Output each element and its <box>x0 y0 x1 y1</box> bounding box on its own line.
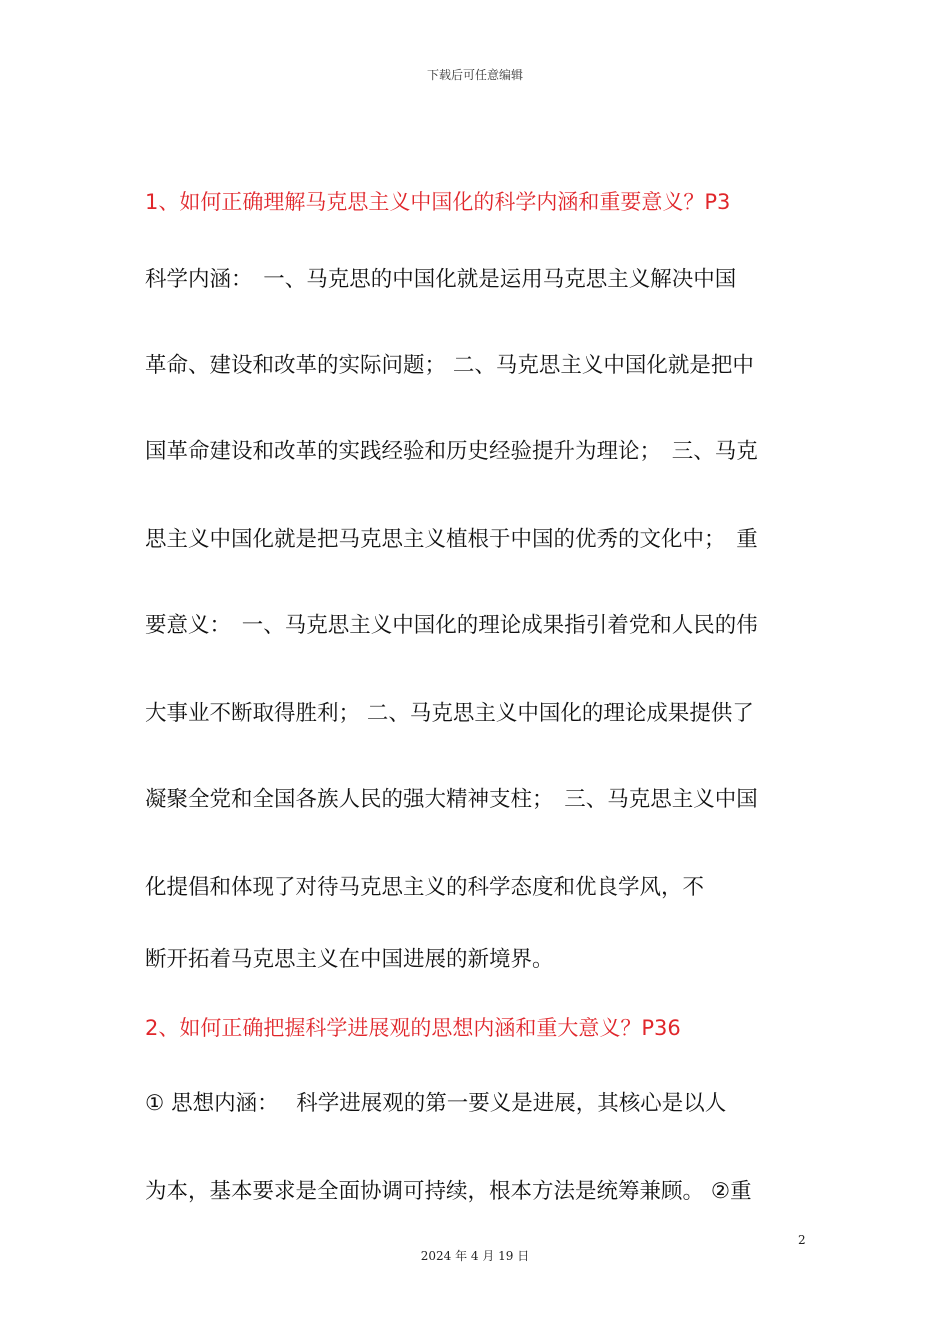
answer-2-line-2: 为本，基本要求是全面协调可持续，根本方法是统筹兼顾。 ②重 <box>145 1179 752 1204</box>
answer-2-line-1: ① 思想内涵： 科学进展观的第一要义是进展，其核心是以人 <box>145 1091 727 1116</box>
page-footer-date: 2024 年 4 月 19 日 <box>420 1249 530 1263</box>
answer-1-line-8: 化提倡和体现了对待马克思主义的科学态度和优良学风，不 <box>145 875 705 900</box>
page-number: 2 <box>798 1233 806 1247</box>
answer-1-line-4: 思主义中国化就是把马克思主义植根于中国的优秀的文化中； 重 <box>145 527 758 552</box>
question-2-heading: 2、如何正确把握科学进展观的思想内涵和重大意义？P36 <box>145 1016 681 1040</box>
answer-1-line-3: 国革命建设和改革的实践经验和历史经验提升为理论； 三、马克 <box>145 439 758 464</box>
answer-1-line-2: 革命、建设和改革的实际问题； 二、马克思主义中国化就是把中 <box>145 353 754 378</box>
answer-1-line-6: 大事业不断取得胜利； 二、马克思主义中国化的理论成果提供了 <box>145 701 754 726</box>
page-header: 下载后可任意编辑 <box>426 68 523 82</box>
answer-1-line-1: 科学内涵： 一、马克思的中国化就是运用马克思主义解决中国 <box>145 267 737 292</box>
answer-1-line-7: 凝聚全党和全国各族人民的强大精神支柱； 三、马克思主义中国 <box>145 787 758 812</box>
answer-1-line-5: 要意义： 一、马克思主义中国化的理论成果指引着党和人民的伟 <box>145 613 758 638</box>
question-1-heading: 1、如何正确理解马克思主义中国化的科学内涵和重要意义？P3 <box>145 190 731 214</box>
answer-1-line-9: 断开拓着马克思主义在中国进展的新境界。 <box>145 947 554 972</box>
